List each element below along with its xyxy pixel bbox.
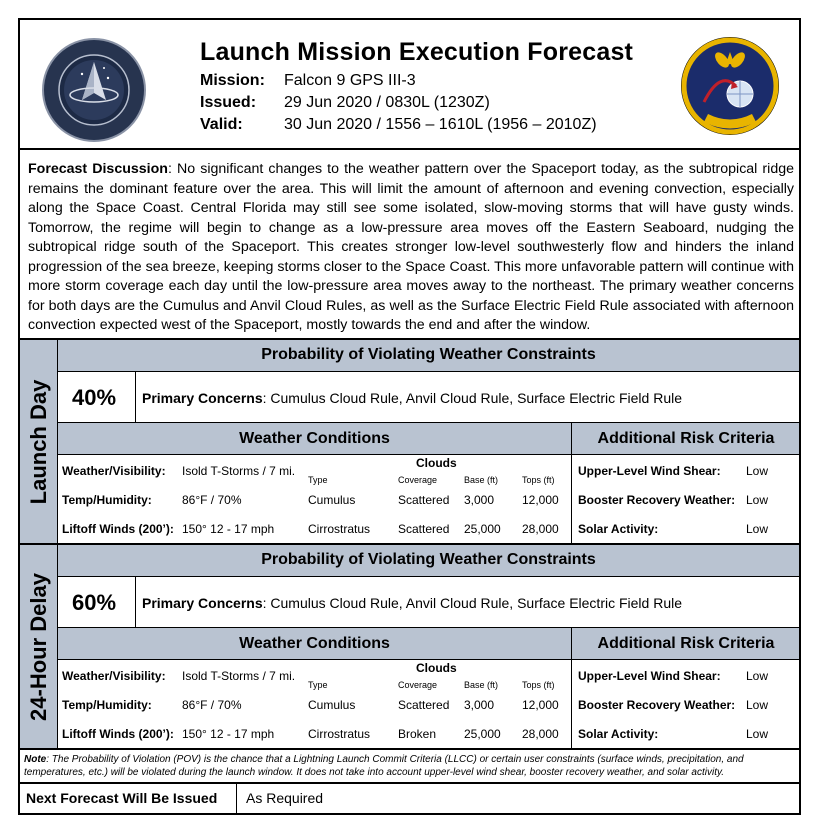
risk-criteria-title: Additional Risk Criteria — [597, 635, 775, 652]
forecast-discussion — [28, 160, 794, 336]
cloud-row-2-base: 25,000 — [464, 522, 501, 536]
next-forecast-value: As Required — [246, 790, 324, 806]
clouds-col-base: Base (ft) — [464, 680, 499, 690]
cloud-row-2-type: Cirrostratus — [308, 522, 371, 536]
note-text: : The Probability of Violation (POV) is the chance that a Lightning Launch Commit Criteria (LLCC) or certain user constraints (surface winds, precipitation, and temperatures, etc.) will be violated during the launch window. It does not take into account upper-level wind shear, booster recovery weather, and solar activity. — [24, 754, 744, 778]
primary-concerns — [142, 390, 682, 406]
risk-3-value: Low — [746, 522, 769, 536]
pov-band — [58, 340, 799, 372]
forecast-frame — [18, 18, 801, 815]
weather-conditions-title: Weather Conditions — [239, 430, 390, 447]
mission-value: Falcon 9 GPS III-3 — [284, 72, 416, 89]
pov-band — [58, 545, 799, 577]
launch-day-label: Launch Day — [26, 379, 51, 505]
weather-visibility-value: Isold T-Storms / 7 mi. — [182, 464, 296, 478]
risk-divider — [571, 627, 572, 749]
liftoff-winds-label: Liftoff Winds (200’): — [62, 522, 174, 536]
cloud-row-1-type: Cumulus — [308, 493, 356, 507]
footer-divider — [20, 782, 799, 784]
risk-2-value: Low — [746, 698, 769, 712]
clouds-col-tops: Tops (ft) — [522, 475, 555, 485]
risk-3-label: Solar Activity: — [578, 522, 659, 536]
primary-concerns — [142, 595, 682, 611]
mission-label: Mission: — [200, 72, 265, 89]
delay-section — [20, 545, 799, 749]
primary-concerns-value: : Cumulus Cloud Rule, Anvil Cloud Rule, Surface Electric Field Rule — [262, 390, 683, 406]
risk-2-label: Booster Recovery Weather: — [578, 698, 736, 712]
primary-concerns-label: Primary Concerns — [142, 390, 263, 406]
cloud-row-1-base: 3,000 — [464, 493, 495, 507]
space-force-seal — [42, 38, 146, 142]
weather-conditions-title: Weather Conditions — [239, 635, 390, 652]
risk-1-value: Low — [746, 464, 769, 478]
cloud-row-2-base: 25,000 — [464, 727, 501, 741]
pov-title: Probability of Violating Weather Constraints — [261, 346, 596, 363]
clouds-col-type: Type — [308, 475, 328, 485]
cloud-row-2-tops: 28,000 — [522, 522, 559, 536]
temp-humidity-label: Temp/Humidity: — [62, 698, 152, 712]
discussion-text: : No significant changes to the weather pattern over the Spaceport today, as the subtropical ridge remains the dominant feature over the area. This will limit the amount of afternoon and evening convection, especially along the Space Coast. Central Florida may still see some isolated, slow-moving storms that will have gusty winds. Tomorrow, the regime will begin to change as a low-pressure area moves off the Eastern Seaboard, nudging the subtropical ridge south of the Spaceport. This creates stronger low-level southwesterly flow and hinders the inland progression of the sea breeze, keeping storms closer to the Space Coast. This more unfavorable pattern will continue with more storm coverage each day until the low-pressure area moves away to the northeast. The primary weather concerns for both days are the Cumulus and Anvil Cloud Rules, as well as the Surface Electric Field Rule associated with afternoon convection expected west of the Spaceport, mostly towards the end and after the window. — [28, 161, 794, 333]
clouds-col-type: Type — [308, 680, 328, 690]
pov-percent: 60% — [72, 590, 117, 615]
conditions-band — [58, 422, 799, 455]
cloud-row-1-tops: 12,000 — [522, 493, 559, 507]
cloud-row-1-tops: 12,000 — [522, 698, 559, 712]
delay-label: 24-Hour Delay — [26, 573, 51, 721]
liftoff-winds-value: 150° 12 - 17 mph — [182, 522, 275, 536]
risk-criteria-title: Additional Risk Criteria — [597, 430, 775, 447]
clouds-col-coverage: Coverage — [398, 475, 438, 485]
cloud-row-2-coverage: Broken — [398, 727, 437, 741]
conditions-band — [58, 627, 799, 660]
pov-divider — [135, 577, 136, 627]
risk-1-label: Upper-Level Wind Shear: — [578, 669, 721, 683]
pov-note — [24, 753, 798, 779]
issued-label: Issued: — [200, 94, 257, 111]
clouds-title: Clouds — [416, 661, 457, 675]
clouds-col-tops: Tops (ft) — [522, 680, 555, 690]
issued-value: 29 Jun 2020 / 0830L (1230Z) — [284, 94, 490, 111]
discussion-label: Forecast Discussion — [28, 161, 168, 177]
temp-humidity-value: 86°F / 70% — [182, 493, 242, 507]
weather-visibility-value: Isold T-Storms / 7 mi. — [182, 669, 296, 683]
risk-3-value: Low — [746, 727, 769, 741]
cloud-row-1-type: Cumulus — [308, 698, 356, 712]
valid-label: Valid: — [200, 116, 243, 133]
weather-visibility-label: Weather/Visibility: — [62, 464, 166, 478]
cloud-row-1-base: 3,000 — [464, 698, 495, 712]
page-title: Launch Mission Execution Forecast — [200, 38, 634, 66]
primary-concerns-label: Primary Concerns — [142, 595, 263, 611]
cloud-row-2-type: Cirrostratus — [308, 727, 371, 741]
next-forecast-divider — [236, 784, 237, 815]
pov-percent: 40% — [72, 385, 117, 410]
launch-day-section — [20, 340, 799, 544]
next-forecast-label: Next Forecast Will Be Issued — [26, 790, 218, 806]
risk-2-value: Low — [746, 493, 769, 507]
cloud-row-1-coverage: Scattered — [398, 493, 450, 507]
risk-1-label: Upper-Level Wind Shear: — [578, 464, 721, 478]
pov-divider — [135, 372, 136, 422]
pov-title: Probability of Violating Weather Constraints — [261, 551, 596, 568]
clouds-col-base: Base (ft) — [464, 475, 499, 485]
weather-visibility-label: Weather/Visibility: — [62, 669, 166, 683]
clouds-title: Clouds — [416, 456, 457, 470]
risk-divider — [571, 422, 572, 544]
primary-concerns-value: : Cumulus Cloud Rule, Anvil Cloud Rule, Surface Electric Field Rule — [262, 595, 683, 611]
risk-2-label: Booster Recovery Weather: — [578, 493, 736, 507]
risk-1-value: Low — [746, 669, 769, 683]
risk-3-label: Solar Activity: — [578, 727, 659, 741]
temp-humidity-label: Temp/Humidity: — [62, 493, 152, 507]
clouds-col-coverage: Coverage — [398, 680, 438, 690]
temp-humidity-value: 86°F / 70% — [182, 698, 242, 712]
cloud-row-2-tops: 28,000 — [522, 727, 559, 741]
weather-squadron-emblem — [680, 30, 780, 142]
liftoff-winds-label: Liftoff Winds (200’): — [62, 727, 174, 741]
delay-side — [20, 545, 58, 749]
cloud-row-1-coverage: Scattered — [398, 698, 450, 712]
liftoff-winds-value: 150° 12 - 17 mph — [182, 727, 275, 741]
note-label: Note — [24, 754, 47, 765]
valid-value: 30 Jun 2020 / 1556 – 1610L (1956 – 2010Z) — [284, 116, 597, 133]
note-divider — [20, 748, 799, 750]
cloud-row-2-coverage: Scattered — [398, 522, 450, 536]
header-divider — [20, 148, 799, 150]
launch-day-side — [20, 340, 58, 544]
